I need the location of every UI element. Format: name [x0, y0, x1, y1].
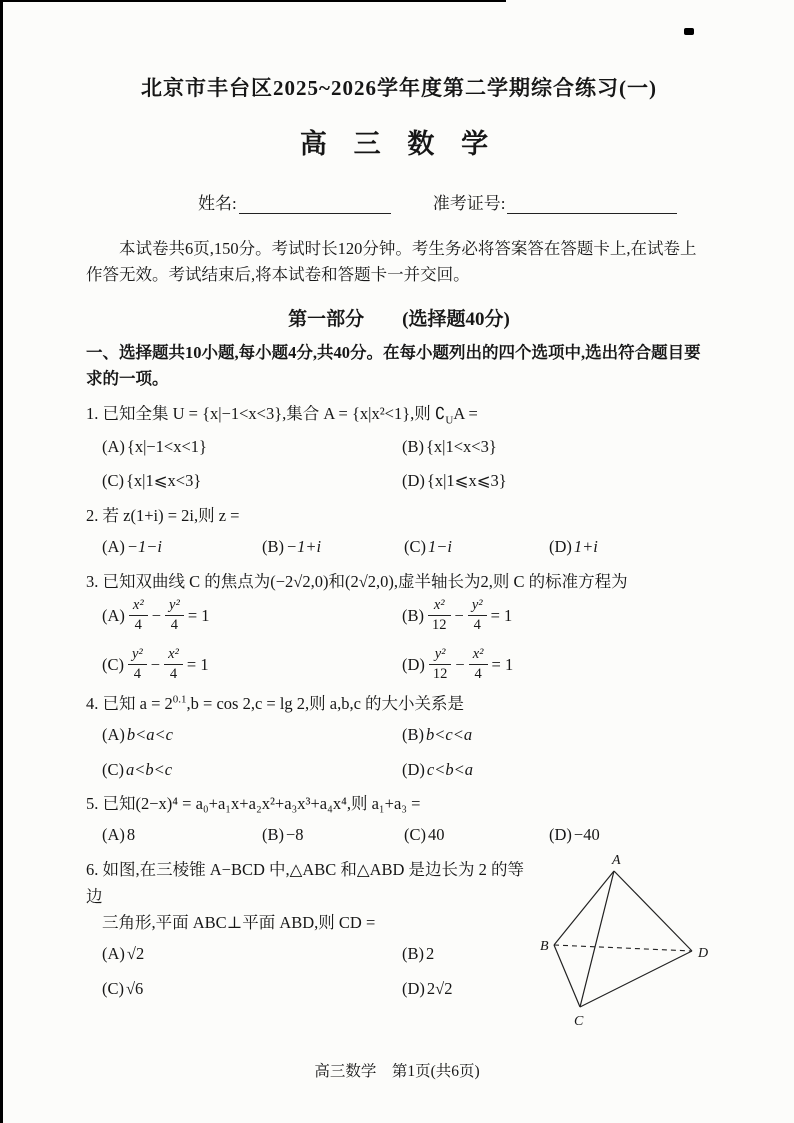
- question-1-option-d: (D) {x|1⩽x⩽3}: [402, 471, 507, 491]
- question-4: [86, 691, 712, 783]
- question-6-option-c: (C) √6: [102, 978, 144, 998]
- question-1-option-b: (B) {x|1<x<3}: [402, 436, 497, 456]
- tetrahedron-figure: [540, 853, 712, 1033]
- fraction: $\frac{\text{x²}}{4}$: [129, 597, 148, 632]
- question-2-option-b: (B) −1+i: [262, 536, 322, 556]
- question-1-options: [86, 434, 712, 495]
- question-1-option-c: (C) {x|1⩽x<3}: [102, 471, 202, 491]
- question-4-stem-pre: 4. 已知 a = 2: [86, 694, 173, 714]
- question-2-option-a: (A) −1−i: [102, 536, 163, 556]
- fraction: $\frac{\text{y²}}{12}$: [429, 646, 452, 681]
- vertex-label-d: D: [698, 945, 709, 961]
- edge-cd: [580, 951, 692, 1007]
- fraction: $\frac{\text{y²}}{4}$: [165, 597, 184, 632]
- question-5-option-c: (C) 40: [404, 825, 445, 845]
- question-2-options: [86, 534, 712, 561]
- question-3: [86, 569, 712, 684]
- question-1-option-a: (A) {x|−1<x<1}: [102, 436, 207, 456]
- question-3-options: [86, 599, 712, 683]
- exam-id-label: 准考证号:: [432, 194, 506, 213]
- question-4-option-d: (D) c<b<a: [402, 759, 473, 779]
- candidate-info-row: [86, 189, 712, 214]
- question-5: [86, 791, 712, 848]
- question-2-stem: 2. 若 z(1+i) = 2i,则 z =: [86, 506, 240, 526]
- question-2-option-d: (D) 1+i: [549, 536, 598, 556]
- page-footer: 高三数学 第1页(共6页): [314, 1063, 480, 1080]
- question-4-option-b: (B) b<c<a: [402, 724, 473, 744]
- question-5-options: [86, 822, 712, 849]
- edge-bc: [554, 945, 580, 1007]
- question-2: [86, 503, 712, 560]
- question-4-options: [86, 722, 712, 783]
- exam-title: 北京市丰台区2025~2026学年度第二学期综合练习(一): [141, 76, 657, 100]
- question-2-option-c: (C) 1−i: [404, 536, 452, 556]
- edge-bd-dashed: [554, 945, 692, 951]
- question-6: [86, 852, 712, 1038]
- question-6-stem-line1: 6. 如图,在三棱锥 A−BCD 中,△ABC 和△ABD 是边长为 2 的等边: [86, 859, 525, 906]
- name-blank-line: [239, 195, 391, 214]
- question-3-option-c: (C) $\frac{\text{y²}}{4}$ − $\frac{\text{x²}}{4}$ = 1: [102, 646, 209, 682]
- question-6-figure: [540, 853, 712, 1038]
- edge-ad: [614, 871, 692, 951]
- question-4-stem-exponent: 0.1: [172, 693, 187, 706]
- question-5-option-b: (B) −8: [262, 825, 304, 845]
- exam-id-blank-line: [507, 195, 677, 214]
- vertex-label-c: C: [574, 1013, 584, 1029]
- question-6-option-d: (D) 2√2: [402, 978, 453, 998]
- question-6-options: [86, 941, 530, 1002]
- exam-subject-title: 高 三 数 学: [299, 129, 499, 159]
- question-5-option-a: (A) 8: [102, 825, 136, 845]
- question-4-stem-post: ,b = cos 2,c = lg 2,则 a,b,c 的大小关系是: [186, 694, 465, 714]
- fraction: $\frac{\text{y²}}{4}$: [468, 597, 487, 632]
- question-3-stem: 3. 已知双曲线 C 的焦点为(−2√2,0)和(2√2,0),虚半轴长为2,则 C 的标准方程为: [86, 571, 628, 591]
- name-field-group: [198, 189, 391, 214]
- fraction: $\frac{\text{x²}}{12}$: [428, 597, 451, 632]
- fraction: $\frac{\text{x²}}{4}$: [469, 646, 488, 681]
- section1-intro: 一、选择题共10小题,每小题4分,共40分。在每小题列出的四个选项中,选出符合题目要求的一项。: [86, 342, 701, 389]
- exam-instructions: 本试卷共6页,150分。考试时长120分钟。考生务必将答案答在答题卡上,在试卷上作答无效。考试结束后,将本试卷和答题卡一并交回。: [86, 239, 697, 285]
- fraction: $\frac{\text{x²}}{4}$: [164, 646, 183, 681]
- question-1-stem-sub: U: [445, 413, 454, 426]
- vertex-label-b: B: [540, 938, 549, 954]
- fraction: $\frac{\text{y²}}{4}$: [128, 646, 147, 681]
- question-1-stem: [86, 401, 712, 430]
- part1-heading: 第一部分 (选择题40分): [288, 308, 510, 330]
- name-label: 姓名:: [198, 194, 237, 213]
- question-6-option-a: (A) √2: [102, 944, 145, 964]
- question-5-option-d: (D) −40: [549, 825, 600, 845]
- question-6-option-b: (B) 2: [402, 944, 435, 964]
- question-3-option-b: (B) $\frac{\text{x²}}{12}$ − $\frac{\text{y²}}{4}$ = 1: [402, 597, 513, 633]
- question-1-stem-pre: 1. 已知全集 U = {x|−1<x<3},集合 A = {x|x²<1},则 ∁: [86, 403, 446, 423]
- question-6-content: [86, 857, 530, 1003]
- exam-id-field-group: [433, 189, 678, 214]
- question-3-option-d: (D) $\frac{\text{y²}}{12}$ − $\frac{\text{x²}}{4}$ = 1: [402, 646, 514, 682]
- question-1: [86, 401, 712, 496]
- question-4-option-c: (C) a<b<c: [102, 759, 173, 779]
- vertex-label-a: A: [612, 852, 621, 868]
- question-5-stem: 5. 已知(2−x)⁴ = a₀+a₁x+a₂x²+a₃x³+a₄x⁴,则 a₁+a₃ =: [86, 794, 421, 814]
- question-4-option-a: (A) b<a<c: [102, 724, 173, 744]
- question-4-stem: [86, 691, 712, 718]
- question-3-option-a: (A) $\frac{\text{x²}}{4}$ − $\frac{\text{y²}}{4}$ = 1: [102, 597, 210, 633]
- question-1-stem-post: A =: [453, 403, 478, 423]
- question-6-stem-line2: 三角形,平面 ABC⊥平面 ABD,则 CD =: [102, 913, 376, 933]
